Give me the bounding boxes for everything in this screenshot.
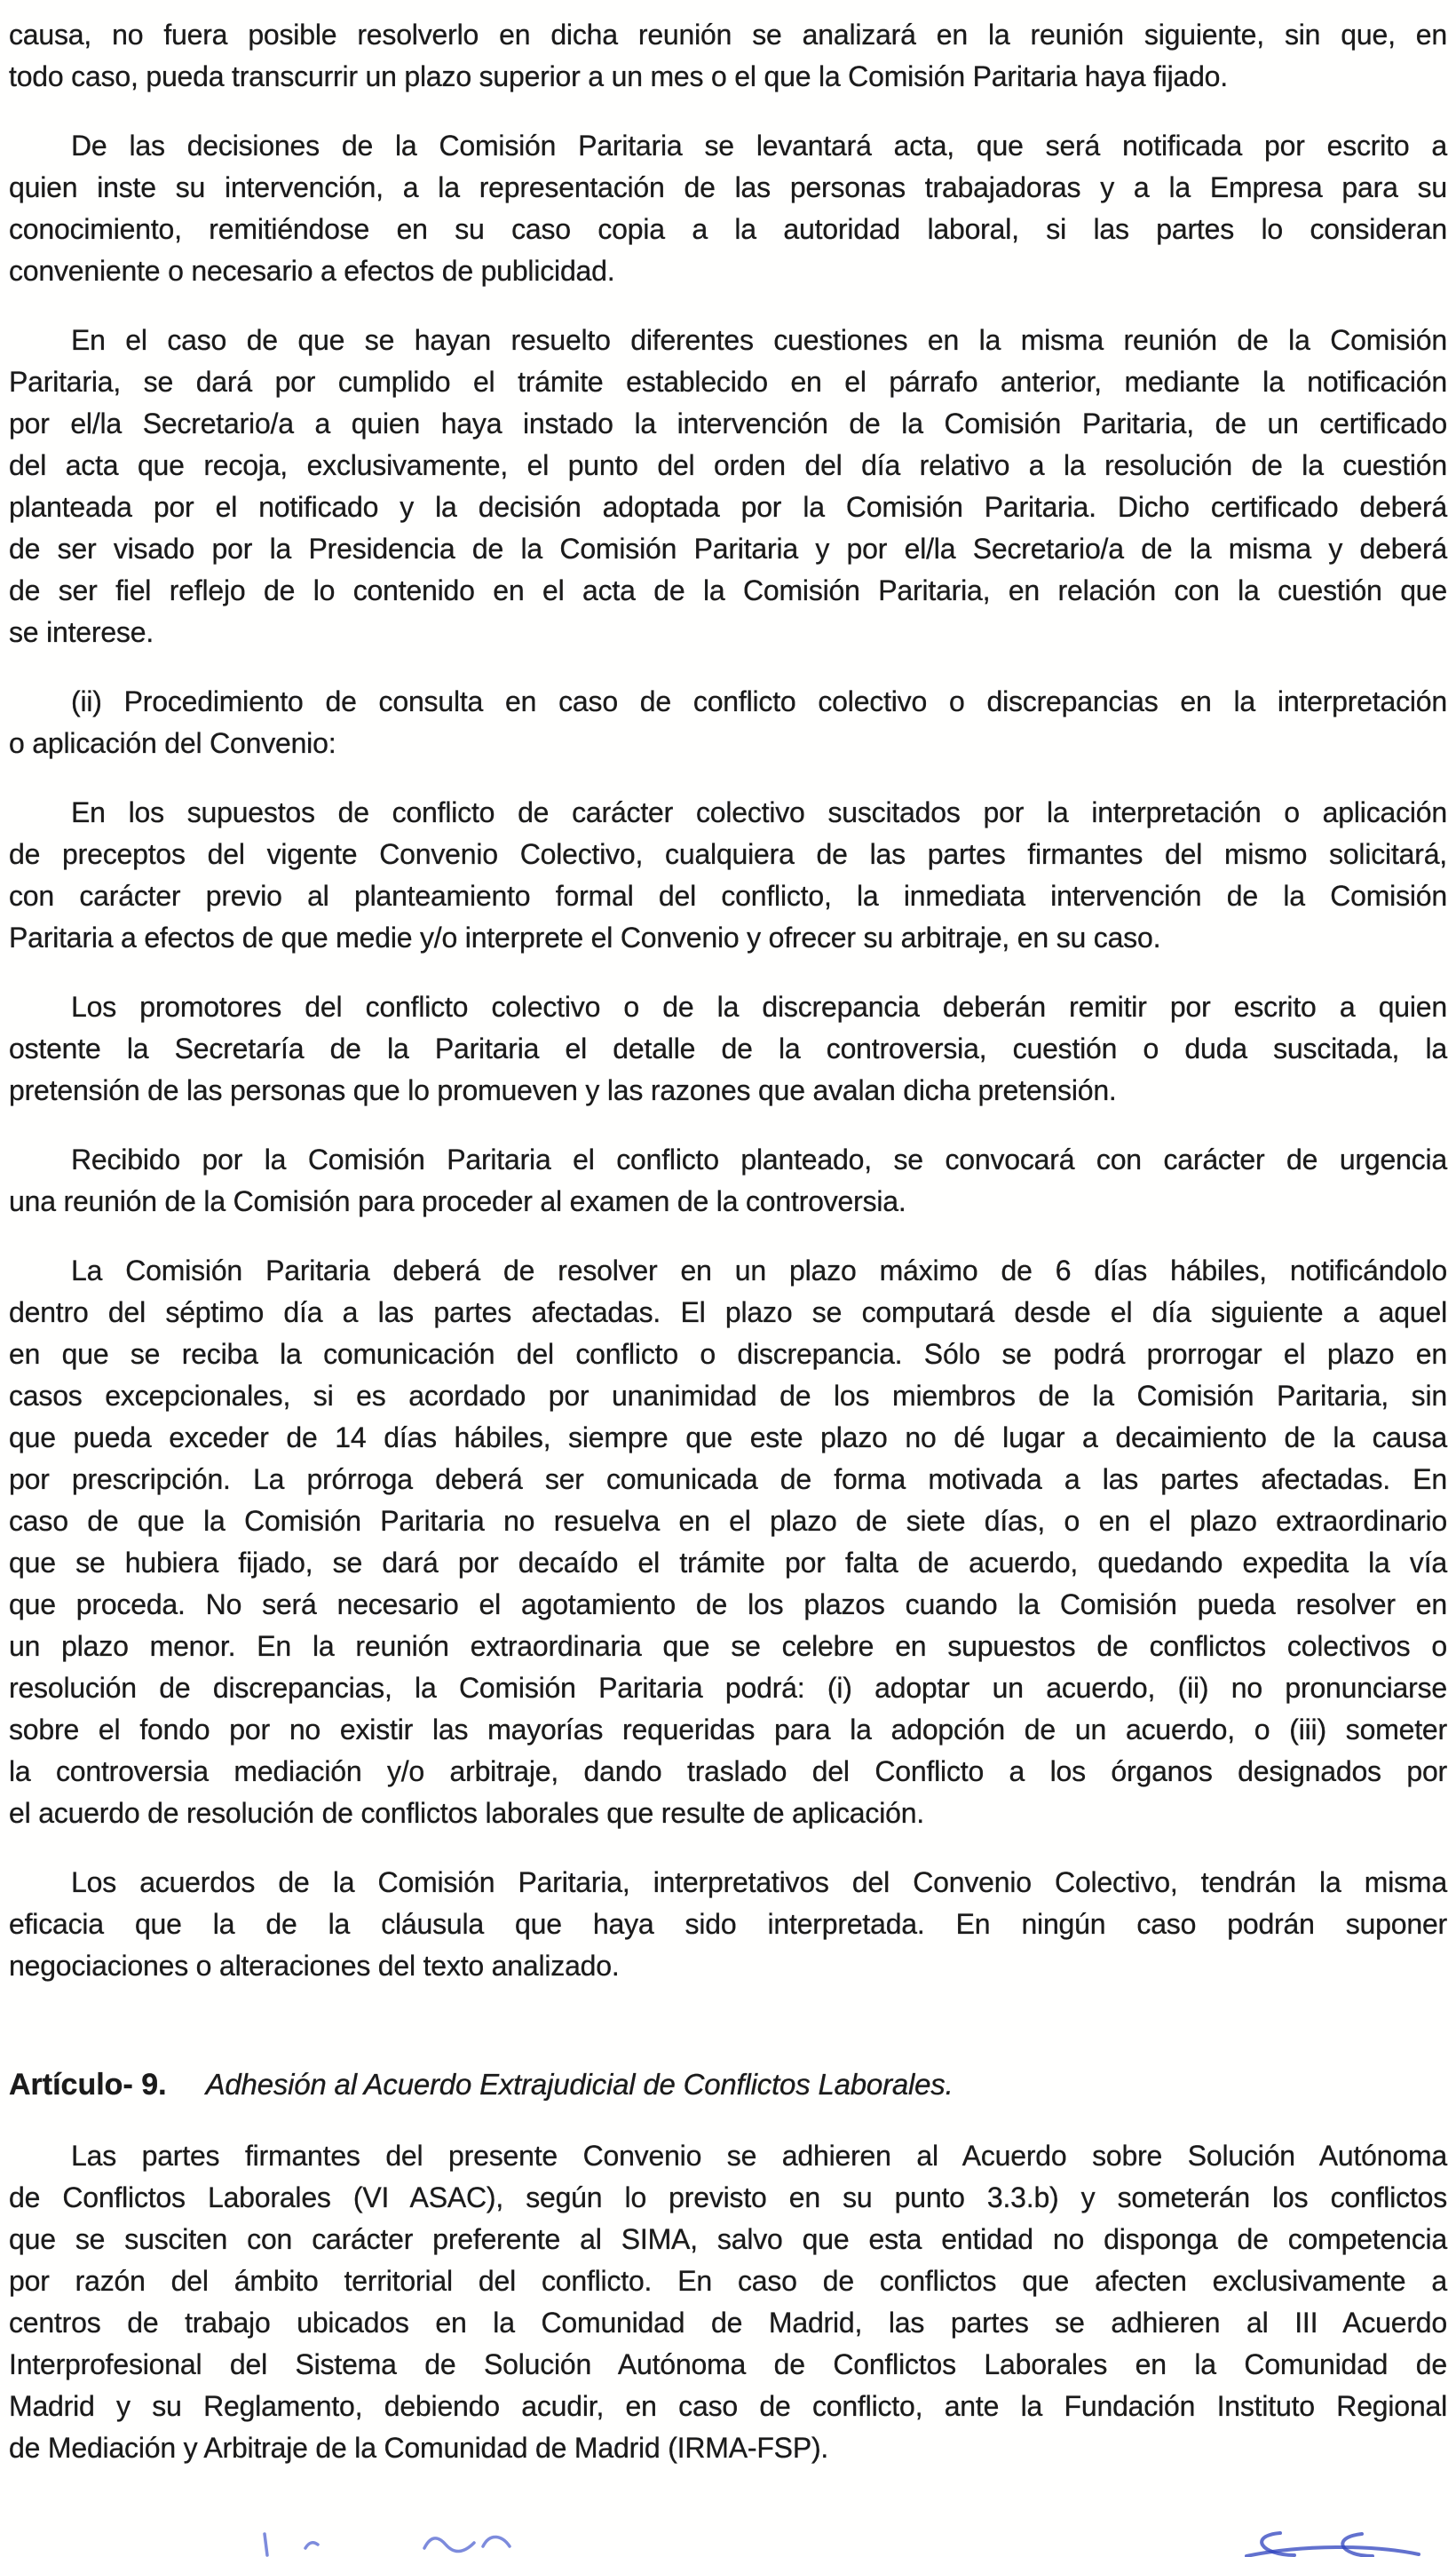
text-line: Los promotores del conflicto colectivo o de la discrepancia deberán remitir por escrito a quien — [71, 991, 1447, 1023]
text-line: En el caso de que se hayan resuelto diferentes cuestiones en la misma reunión de la Comisión — [71, 324, 1447, 356]
text-line: pretensión de las personas que lo promueven y las razones que avalan dicha pretensión. — [9, 1074, 1117, 1106]
signature-stroke-left — [254, 2521, 547, 2557]
text-line: de ser fiel reflejo de lo contenido en el acta de la Comisión Paritaria, en relación con la cuestión que — [9, 574, 1447, 606]
text-line: un plazo menor. En la reunión extraordinaria que se celebre en supuestos de conflictos colectivos o — [9, 1630, 1447, 1662]
text-line: de ser visado por la Presidencia de la Comisión Paritaria y por el/la Secretario/a de la misma y deberá — [9, 533, 1447, 565]
paragraph — [9, 2135, 1447, 2469]
text-line: que se susciten con carácter preferente al SIMA, salvo que esta entidad no disponga de competencia — [9, 2223, 1447, 2255]
text-line: Paritaria, se dará por cumplido el trámite establecido en el párrafo anterior, mediante la notificación — [9, 366, 1447, 398]
paragraph — [9, 320, 1447, 653]
text-line: Los acuerdos de la Comisión Paritaria, interpretativos del Convenio Colectivo, tendrán la misma — [71, 1866, 1447, 1898]
text-line: centros de trabajo ubicados en la Comunidad de Madrid, las partes se adhieren al III Acuerdo — [9, 2307, 1447, 2339]
paragraph — [9, 986, 1447, 1112]
text-line: Paritaria a efectos de que medie y/o interprete el Convenio y ofrecer su arbitraje, en su caso. — [9, 922, 1161, 954]
paragraph — [9, 1139, 1447, 1223]
text-line: dentro del séptimo día a las partes afectadas. El plazo se computará desde el día siguiente a aquel — [9, 1296, 1447, 1328]
text-line: una reunión de la Comisión para proceder al examen de la controversia. — [9, 1185, 906, 1217]
text-line: De las decisiones de la Comisión Paritaria se levantará acta, que será notificada por escrito a — [71, 130, 1447, 162]
text-line: de Mediación y Arbitraje de la Comunidad de Madrid (IRMA-FSP). — [9, 2432, 829, 2464]
text-line: o aplicación del Convenio: — [9, 727, 336, 759]
text-line: con carácter previo al planteamiento formal del conflicto, la inmediata intervención de la Comisión — [9, 880, 1447, 912]
text-line: La Comisión Paritaria deberá de resolver en un plazo máximo de 6 días hábiles, notificándolo — [71, 1255, 1447, 1286]
text-line: conveniente o necesario a efectos de publicidad. — [9, 255, 615, 287]
text-line: caso de que la Comisión Paritaria no resuelva en el plazo de siete días, o en el plazo extraordinario — [9, 1505, 1447, 1537]
text-line: eficacia que la de la cláusula que haya sido interpretada. En ningún caso podrán suponer — [9, 1908, 1447, 1940]
text-line: Madrid y su Reglamento, debiendo acudir, en caso de conflicto, ante la Fundación Instituto Regional — [9, 2390, 1447, 2422]
text-line: del acta que recoja, exclusivamente, el punto del orden del día relativo a la resolución de la cuestión — [9, 449, 1447, 481]
text-line: por razón del ámbito territorial del conflicto. En caso de conflictos que afecten exclusivamente a — [9, 2265, 1447, 2297]
paragraph — [9, 792, 1447, 959]
paragraph — [9, 1250, 1447, 1834]
text-line: ostente la Secretaría de la Paritaria el detalle de la controversia, cuestión o duda suscitada, la — [9, 1033, 1447, 1065]
text-line: que pueda exceder de 14 días hábiles, siempre que este plazo no dé lugar a decaimiento de la causa — [9, 1421, 1447, 1453]
text-line: (ii) Procedimiento de consulta en caso de conflicto colectivo o discrepancias en la interpretación — [71, 685, 1447, 717]
text-line: por el/la Secretario/a a quien haya instado la intervención de la Comisión Paritaria, de un certificado — [9, 408, 1447, 439]
text-line: de Conflictos Laborales (VI ASAC), según lo previsto en su punto 3.3.b) y someterán los conflictos — [9, 2181, 1447, 2213]
text-line: quien inste su intervención, a la representación de las personas trabajadoras y a la Empresa para su — [9, 171, 1447, 203]
article-number: Artículo- 9. — [9, 2068, 167, 2102]
text-line: conocimiento, remitiéndose en su caso copia a la autoridad laboral, si las partes lo consideran — [9, 213, 1447, 245]
text-line: sobre el fondo por no existir las mayorías requeridas para la adopción de un acuerdo, o (iii) someter — [9, 1714, 1447, 1746]
text-line: todo caso, pueda transcurrir un plazo superior a un mes o el que la Comisión Paritaria haya fijado. — [9, 60, 1228, 92]
text-line: En los supuestos de conflicto de carácter colectivo suscitados por la interpretación o aplicación — [71, 796, 1447, 828]
text-line: planteada por el notificado y la decisión adoptada por la Comisión Paritaria. Dicho certificado deberá — [9, 491, 1447, 523]
article-heading — [9, 2063, 1447, 2106]
text-line: causa, no fuera posible resolverlo en dicha reunión se analizará en la reunión siguiente, sin que, en — [9, 19, 1447, 51]
text-line: negociaciones o alteraciones del texto analizado. — [9, 1950, 620, 1982]
text-line: en que se reciba la comunicación del conflicto o discrepancia. Sólo se podrá prorrogar el plazo en — [9, 1338, 1447, 1370]
text-line: de preceptos del vigente Convenio Colectivo, cualquiera de las partes firmantes del mismo solicitará, — [9, 838, 1447, 870]
text-line: que proceda. No será necesario el agotamiento de los plazos cuando la Comisión pueda resolver en — [9, 1588, 1447, 1620]
text-line: la controversia mediación y/o arbitraje, dando traslado del Conflicto a los órganos designados por — [9, 1755, 1447, 1787]
text-line: resolución de discrepancias, la Comisión Paritaria podrá: (i) adoptar un acuerdo, (ii) no pronunciarse — [9, 1672, 1447, 1704]
paragraph — [9, 681, 1447, 764]
text-line: por prescripción. La prórroga deberá ser comunicada de forma motivada a las partes afectadas. En — [9, 1463, 1447, 1495]
text-line: Recibido por la Comisión Paritaria el conflicto planteado, se convocará con carácter de urgencia — [71, 1144, 1447, 1176]
text-line: casos excepcionales, si es acordado por unanimidad de los miembros de la Comisión Paritaria, sin — [9, 1380, 1447, 1412]
document-body — [9, 14, 1447, 2469]
paragraph — [9, 125, 1447, 292]
article-title: Adhesión al Acuerdo Extrajudicial de Conflictos Laborales. — [205, 2068, 954, 2101]
text-line: el acuerdo de resolución de conflictos laborales que resulte de aplicación. — [9, 1797, 924, 1829]
paragraph — [9, 14, 1447, 98]
paragraph — [9, 1862, 1447, 1987]
signature-stroke-right — [1239, 2529, 1426, 2557]
text-line: se interese. — [9, 616, 154, 648]
text-line: Interprofesional del Sistema de Solución Autónoma de Conflictos Laborales en la Comunidad de — [9, 2348, 1447, 2380]
text-line: que se hubiera fijado, se dará por decaído el trámite por falta de acuerdo, quedando expedita la vía — [9, 1547, 1447, 1579]
text-line: Las partes firmantes del presente Convenio se adhieren al Acuerdo sobre Solución Autónoma — [71, 2140, 1447, 2172]
